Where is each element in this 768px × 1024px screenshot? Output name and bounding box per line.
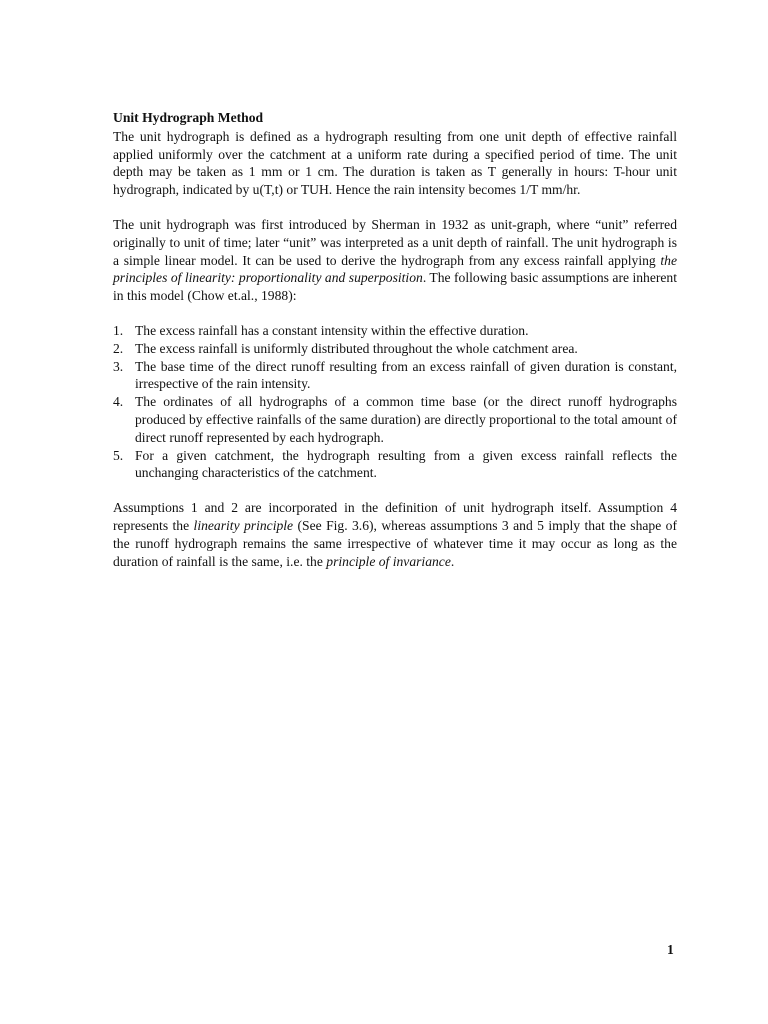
paragraph-summary-text-1: Assumptions 1 and 2 are incorporated in the definition of unit hydrograph itself. Assumption 4 represents the	[113, 500, 677, 533]
list-item-text: For a given catchment, the hydrograph resulting from a given excess rainfall reflects the unchanging characteristics of the catchment.	[135, 447, 677, 481]
list-item	[113, 322, 677, 340]
page-number: 1	[667, 942, 674, 957]
list-item-text: The ordinates of all hydrographs of a common time base (or the direct runoff hydrographs produced by effective rainfalls of the same duration) are directly proportional to the total amount of direct runoff represented by each hydrograph.	[135, 394, 677, 445]
list-item-text: The excess rainfall is uniformly distributed throughout the whole catchment area.	[135, 340, 578, 356]
list-item-number: 1.	[113, 322, 124, 338]
paragraph-summary-text-3: .	[450, 553, 455, 569]
list-item	[113, 447, 677, 483]
paragraph-definition: The unit hydrograph is defined as a hydrograph resulting from one unit depth of effective rainfall applied uniformly over the catchment at a uniform rate during a specified period of time. The unit depth may be taken as 1 mm or 1 cm. The duration is taken as T generally in hours: T-hour unit hydrograph, indicated by u(T,t) or TUH. Hence the rain intensity becomes 1/T mm/hr.	[113, 128, 677, 198]
list-item-number: 3.	[113, 358, 124, 374]
paragraph-history-text-1: The unit hydrograph was first introduced by Sherman in 1932 as unit-graph, where “unit” referred originally to unit of time; later “unit” was interpreted as a unit depth of rainfall. The unit hydrograph is a simple linear model. It can be used to derive the hydrograph from any excess rainfall applying	[113, 216, 677, 268]
list-item-number: 5.	[113, 447, 124, 463]
paragraph-assumptions-summary	[113, 499, 677, 570]
paragraph-history-text-2: . The following basic assumptions are inherent in this model (Chow et.al., 1988):	[113, 270, 677, 304]
paragraph-history	[113, 216, 677, 305]
paragraph-summary-text-2: (See Fig. 3.6), whereas assumptions 3 and 5 imply that the shape of the runoff hydrograph remains the same irrespective of whatever time it may occur as long as the duration of rainfall is the same, i.e. the	[113, 517, 677, 569]
section-heading: Unit Hydrograph Method	[113, 110, 264, 125]
list-item-number: 4.	[113, 394, 124, 410]
list-item	[113, 340, 677, 358]
paragraph-summary-italic-2: principle of invariance	[326, 553, 451, 569]
paragraph-history-italic: the principles of linearity: proportionality and superposition	[113, 252, 677, 286]
assumptions-list	[113, 322, 677, 482]
list-item-text: The excess rainfall has a constant intensity within the effective duration.	[135, 322, 529, 338]
list-item	[113, 393, 677, 446]
paragraph-summary-italic-1: linearity principle	[193, 517, 294, 533]
list-item-text: The base time of the direct runoff resulting from an excess rainfall of given duration is constant, irrespective of the rain intensity.	[135, 358, 677, 392]
list-item-number: 2.	[113, 340, 124, 356]
list-item	[113, 358, 677, 394]
document-page	[113, 109, 677, 587]
